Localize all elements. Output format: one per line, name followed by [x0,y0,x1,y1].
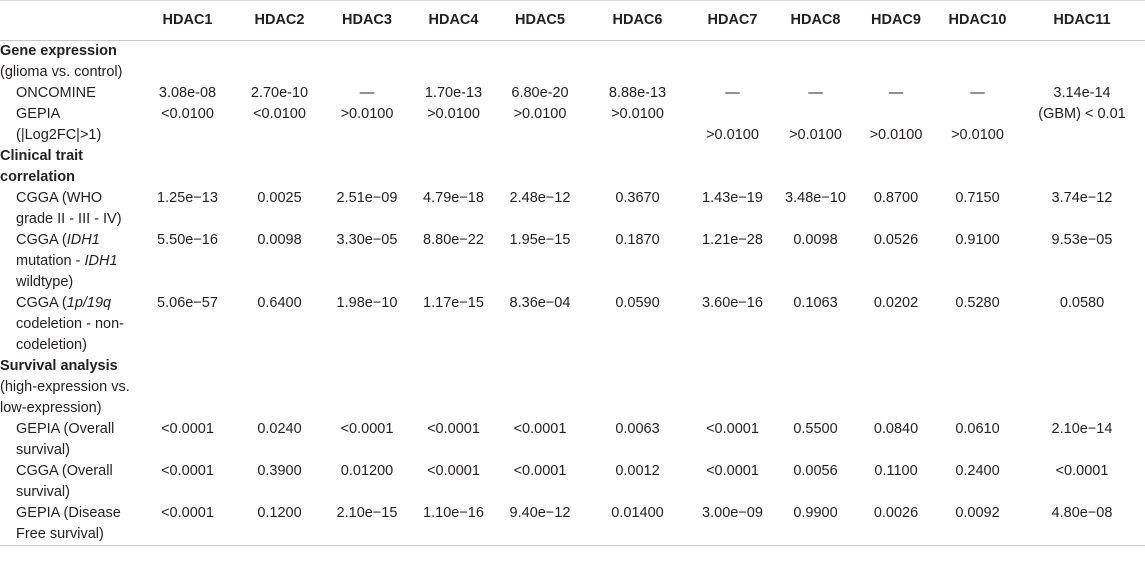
row-label: survival) [16,484,70,500]
cell-value: — [808,85,823,101]
value-cell-hdac2 [237,461,322,503]
cell-value: >0.0100 [427,106,480,122]
cell-value [936,104,1019,125]
cell-value: 1.70e-13 [424,85,483,101]
table-row-cgga-who [0,188,1145,230]
value-cell-hdac11 [1019,230,1145,293]
value-cell-hdac9 [856,461,936,503]
value-cell-hdac3 [322,503,412,546]
row-label [16,230,138,251]
value-cell-hdac10 [936,419,1019,461]
cell-value [856,104,936,125]
cell-value: 2.48e−12 [509,190,571,206]
cell-value: 1.25e−13 [157,190,218,206]
cell-value: >0.0100 [951,127,1004,143]
cell-value: <0.0100 [161,106,214,122]
value-cell-hdac7 [690,293,775,356]
value-cell-hdac8 [775,83,856,104]
cell-value: — [888,85,904,101]
cell-value: 0.0202 [873,295,919,311]
header-cell-hdac7: HDAC7 [690,1,775,41]
header-cell-hdac1: HDAC1 [138,1,237,41]
value-cell-hdac2 [237,230,322,293]
row-label: ONCOMINE [16,85,96,101]
value-cell-hdac2 [237,419,322,461]
value-cell-hdac2 [237,188,322,230]
row-label: grade II - III - IV) [16,211,122,227]
value-cell-hdac1 [138,503,237,546]
cell-value: 3.60e−16 [702,295,763,311]
cell-value: <0.0001 [706,463,759,479]
value-cell-hdac4 [412,503,495,546]
header-cell-label [0,1,138,41]
value-cell-hdac6 [585,230,690,293]
cell-value: 0.0063 [615,421,660,437]
row-label-cgga-codel [0,293,138,356]
row-label: CGGA (Overall [16,463,113,479]
cell-value: 4.80e−08 [1051,505,1113,521]
cell-value: — [725,85,740,101]
empty-cell [138,356,1145,419]
value-cell-hdac5 [495,293,585,356]
cell-value: 3.14e-14 [1053,85,1111,101]
cell-value: 0.0012 [615,463,660,479]
cell-value: 1.17e−15 [423,295,484,311]
table-row-cgga-os [0,461,1145,503]
cell-value: <0.0001 [161,505,214,521]
cell-value: 2.70e-10 [250,85,309,101]
header-cell-hdac6: HDAC6 [585,1,690,41]
cell-value: 0.5280 [955,295,1000,311]
section-title: Clinical trait [0,148,83,164]
value-cell-hdac4 [412,188,495,230]
cell-value: >0.0100 [789,127,842,143]
cell-value: 0.0580 [1059,295,1105,311]
section-row-gene-expression [0,41,1145,84]
cell-value: >0.0100 [340,106,394,122]
section-title: correlation [0,169,75,185]
value-cell-hdac11 [1019,419,1145,461]
cell-value: 0.0240 [257,421,302,437]
cell-value: 5.50e−16 [157,232,218,248]
cell-value: >0.0100 [513,106,567,122]
cell-value: <0.0001 [513,463,567,479]
cell-value: 8.80e−22 [423,232,484,248]
value-cell-hdac2 [237,83,322,104]
cell-value: 0.0840 [873,421,919,437]
cell-value: 0.0590 [615,295,660,311]
cell-value [585,125,690,146]
value-cell-hdac6 [585,293,690,356]
table-row-gepia-dfs [0,503,1145,546]
value-cell-hdac4 [412,83,495,104]
row-label: wildtype) [16,274,74,290]
cell-value: 3.08e-08 [158,85,217,101]
value-cell-hdac1 [138,188,237,230]
row-label [16,251,138,272]
value-cell-hdac8 [775,188,856,230]
value-cell-hdac5 [495,461,585,503]
value-cell-hdac9 [856,83,936,104]
cell-value: 9.40e−12 [509,505,571,521]
value-cell-hdac8 [775,293,856,356]
value-cell-hdac6 [585,83,690,104]
row-label: Free survival) [16,526,104,542]
header-cell-hdac10: HDAC10 [936,1,1019,41]
value-cell-hdac2 [237,104,322,146]
cell-value: 3.74e−12 [1051,190,1113,206]
value-cell-hdac7 [690,461,775,503]
cell-value: 2.10e−15 [336,505,398,521]
value-cell-hdac2 [237,293,322,356]
value-cell-hdac9 [856,503,936,546]
value-cell-hdac10 [936,503,1019,546]
row-label: GEPIA (Overall [16,421,115,437]
cell-value: <0.0001 [161,421,214,437]
cell-value: 0.3900 [257,463,302,479]
section-subtitle: (high-expression vs. [0,379,130,395]
cell-value: 0.01200 [340,463,394,479]
cell-value: — [359,85,375,101]
cell-value: 0.0092 [955,505,1000,521]
value-cell-hdac1 [138,461,237,503]
value-cell-hdac11 [1019,503,1145,546]
table-row-cgga-idh [0,230,1145,293]
row-label-oncomine [0,83,138,104]
gene-name: IDH1 [84,253,118,269]
cell-value: 0.0526 [873,232,919,248]
value-cell-hdac7 [690,83,775,104]
cell-value: 0.2400 [955,463,1000,479]
cell-value: 0.1100 [874,463,918,479]
row-label-cgga-who [0,188,138,230]
cell-value: 0.0098 [793,232,838,248]
section-title: Survival analysis [0,358,118,374]
value-cell-hdac8 [775,104,856,146]
value-cell-hdac3 [322,293,412,356]
row-label-cgga-idh [0,230,138,293]
cell-value: 3.00e−09 [702,505,763,521]
cell-value: 0.0056 [793,463,838,479]
value-cell-hdac3 [322,104,412,146]
table-row-gepia-os [0,419,1145,461]
cell-value: 0.0026 [873,505,919,521]
value-cell-hdac10 [936,104,1019,146]
cell-value: 0.9100 [955,232,1000,248]
cell-value: 0.9900 [793,505,838,521]
cell-value [138,125,237,146]
value-cell-hdac10 [936,293,1019,356]
cell-value: 1.43e−19 [702,190,763,206]
value-cell-hdac10 [936,188,1019,230]
row-label [16,293,138,314]
table-row-oncomine [0,83,1145,104]
value-cell-hdac9 [856,230,936,293]
empty-cell [138,146,1145,188]
value-cell-hdac6 [585,104,690,146]
section-title-gene-expression [0,41,138,84]
cell-value: — [970,85,985,101]
row-label-gepia-os [0,419,138,461]
value-cell-hdac10 [936,230,1019,293]
value-cell-hdac3 [322,419,412,461]
value-cell-hdac8 [775,461,856,503]
value-cell-hdac4 [412,461,495,503]
cell-value: <0.0001 [340,421,394,437]
cell-value: 3.30e−05 [336,232,398,248]
cell-value: >0.0100 [706,127,759,143]
cell-value: <0.0001 [1055,463,1109,479]
cell-value: 9.53e−05 [1051,232,1113,248]
cell-value: <0.0001 [706,421,759,437]
value-cell-hdac5 [495,104,585,146]
cell-value: 1.95e−15 [509,232,571,248]
cell-value: 0.6400 [257,295,302,311]
value-cell-hdac7 [690,419,775,461]
value-cell-hdac4 [412,104,495,146]
cell-value: <0.0001 [513,421,567,437]
value-cell-hdac9 [856,104,936,146]
cell-value [690,104,775,125]
section-title-clinical [0,146,138,188]
row-label: CGGA (WHO [16,190,103,206]
value-cell-hdac6 [585,503,690,546]
cell-value: 0.1200 [257,505,302,521]
label-part: CGGA ( [16,295,67,311]
label-part: mutation - [16,253,85,269]
value-cell-hdac3 [322,461,412,503]
value-cell-hdac10 [936,461,1019,503]
cell-value: 1.10e−16 [423,505,484,521]
value-cell-hdac3 [322,83,412,104]
cell-value [495,125,585,146]
header-cell-hdac8: HDAC8 [775,1,856,41]
value-cell-hdac1 [138,104,237,146]
cell-value: >0.0100 [869,127,923,143]
value-cell-hdac5 [495,230,585,293]
value-cell-hdac7 [690,104,775,146]
gene-name: IDH1 [66,232,100,248]
value-cell-hdac8 [775,419,856,461]
cell-value: 0.0610 [955,421,1000,437]
cell-value [322,125,412,146]
value-cell-hdac5 [495,503,585,546]
value-cell-hdac5 [495,188,585,230]
cell-value: 4.79e−18 [423,190,484,206]
row-label: (|Log2FC|>1) [16,127,102,143]
value-cell-hdac3 [322,230,412,293]
header-cell-hdac5: HDAC5 [495,1,585,41]
value-cell-hdac1 [138,293,237,356]
row-label: codeletion - non- [16,316,125,332]
header-cell-hdac3: HDAC3 [322,1,412,41]
value-cell-hdac6 [585,461,690,503]
value-cell-hdac1 [138,83,237,104]
value-cell-hdac11 [1019,188,1145,230]
cell-value: 0.8700 [873,190,919,206]
header-cell-hdac11: HDAC11 [1019,1,1145,41]
section-row-clinical [0,146,1145,188]
cell-value: 5.06e−57 [157,295,218,311]
cell-value: 3.48e−10 [785,190,846,206]
row-label: GEPIA (Disease [16,505,121,521]
cell-value: 0.1063 [793,295,838,311]
value-cell-hdac6 [585,419,690,461]
cell-value: <0.0001 [161,463,214,479]
value-cell-hdac1 [138,419,237,461]
cell-value: 0.5500 [793,421,838,437]
section-subtitle: (glioma vs. control) [0,64,123,80]
empty-cell [138,41,1145,84]
row-label: codeletion) [16,337,87,353]
cell-value [412,125,495,146]
table-row-cgga-codel [0,293,1145,356]
value-cell-hdac6 [585,188,690,230]
cell-value: 0.7150 [955,190,1000,206]
label-part: CGGA ( [16,232,67,248]
cell-value: 0.0025 [257,190,302,206]
value-cell-hdac9 [856,293,936,356]
value-cell-hdac11 [1019,83,1145,104]
cell-value: <0.0001 [427,463,480,479]
cell-value: 1.21e−28 [702,232,763,248]
value-cell-hdac2 [237,503,322,546]
header-cell-hdac2: HDAC2 [237,1,322,41]
header-cell-hdac9: HDAC9 [856,1,936,41]
cell-value: >0.0100 [611,106,664,122]
value-cell-hdac10 [936,83,1019,104]
cell-value: 2.51e−09 [336,190,398,206]
section-row-survival [0,356,1145,419]
value-cell-hdac9 [856,419,936,461]
value-cell-hdac9 [856,188,936,230]
cell-value: 2.10e−14 [1051,421,1113,437]
cell-value [1019,125,1145,146]
cell-value: 0.0098 [257,232,302,248]
section-subtitle: low-expression) [0,400,102,416]
row-label-cgga-os [0,461,138,503]
value-cell-hdac4 [412,230,495,293]
value-cell-hdac7 [690,503,775,546]
row-label-gepia-dfs [0,503,138,546]
cell-value: 6.80e-20 [511,85,569,101]
chromosome-arms: 1p/19q [66,295,112,311]
cell-value [237,125,322,146]
cell-value: 0.1870 [615,232,660,248]
cell-value: 0.3670 [615,190,660,206]
row-label: GEPIA [16,106,61,122]
value-cell-hdac7 [690,188,775,230]
value-cell-hdac4 [412,419,495,461]
row-label: survival) [16,442,70,458]
table-row-gepia-expression [0,104,1145,146]
section-title: Gene expression [0,43,117,59]
cell-value: <0.0001 [427,421,480,437]
cell-value: 1.98e−10 [336,295,398,311]
value-cell-hdac3 [322,188,412,230]
row-label-gepia [0,104,138,146]
value-cell-hdac8 [775,230,856,293]
value-cell-hdac11 [1019,293,1145,356]
value-cell-hdac8 [775,503,856,546]
header-row [0,1,1145,41]
value-cell-hdac7 [690,230,775,293]
cell-value: 0.01400 [611,505,664,521]
header-cell-hdac4: HDAC4 [412,1,495,41]
value-cell-hdac11 [1019,461,1145,503]
value-cell-hdac11 [1019,104,1145,146]
cell-value [775,104,856,125]
value-cell-hdac5 [495,419,585,461]
cell-value: 8.36e−04 [509,295,571,311]
value-cell-hdac5 [495,83,585,104]
value-cell-hdac4 [412,293,495,356]
section-title-survival [0,356,138,419]
cell-value: <0.0100 [253,106,306,122]
cell-value: 8.88e-13 [608,85,667,101]
value-cell-hdac1 [138,230,237,293]
cell-value: (GBM) < 0.01 [1038,106,1126,122]
